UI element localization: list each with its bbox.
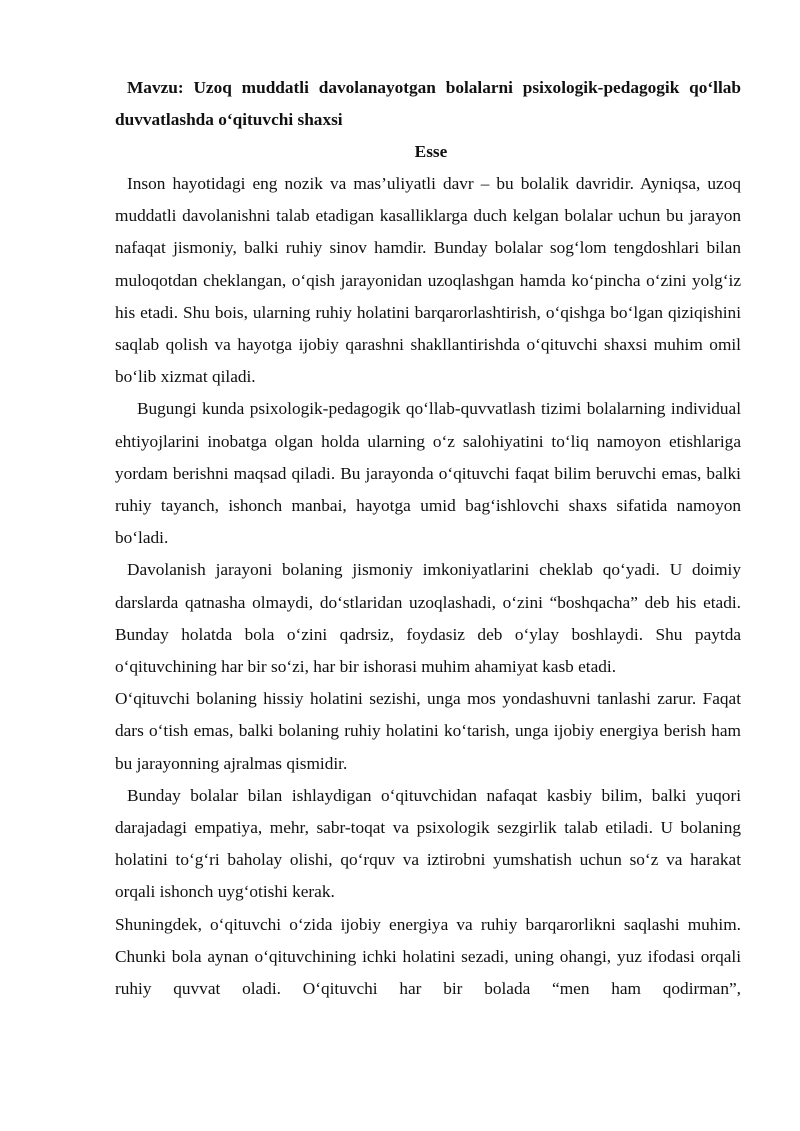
paragraph-6: Shuningdek, o‘qituvchi o‘zida ijobiy energiya va ruhiy barqarorlikni saqlashi muhim. Chunki bola aynan o‘qituvchining ichki holatini sezadi, uning ohangi, yuz ifodasi orqali ruhiy quvvat oladi. O‘qituvchi har bir bolada “men ham qodirman”,: [115, 914, 741, 999]
paragraph-4: O‘qituvchi bolaning hissiy holatini sezishi, unga mos yondashuvni tanlashi zarur. Faqat dars o‘tish emas, balki bolaning ruhiy holatini ko‘tarish, unga ijobiy energiya berish ham bu jarayonning ajralmas qismidir.: [115, 689, 741, 773]
document-subtitle: Esse: [414, 142, 448, 161]
paragraph-2: Bugungi kunda psixologik-pedagogik qo‘llab-quvvatlash tizimi bolalarning individual ehtiyojlarini inobatga olgan holda ularning o‘z salohiyatini to‘liq namoyon etishlariga yordam berishni maqsad qiladi. Bu jarayonda o‘qituvchi faqat bilim beruvchi emas, balki ruhiy tayanch, ishonch manbai, hayotga umid bag‘ishlovchi shaxs sifatida namoyon bo‘ladi.: [115, 399, 741, 548]
paragraph-3: Davolanish jarayoni bolaning jismoniy imkoniyatlarini cheklab qo‘yadi. U doimiy darslarda qatnasha olmaydi, do‘stlaridan uzoqlashadi, o‘zini “boshqacha” deb his etadi. Bunday holatda bola o‘zini qadrsiz, foydasiz deb o‘ylay boshlaydi. Shu paytda o‘qituvchining har bir so‘zi, har bir ishorasi muhim ahamiyat kasb etadi.: [115, 560, 741, 677]
document-body: [115, 72, 741, 1005]
document-title: Mavzu: Uzoq muddatli davolanayotgan bolalarni psixologik-pedagogik qo‘llab duvvatlashda o‘qituvchi shaxsi: [115, 78, 741, 129]
paragraph-5: Bunday bolalar bilan ishlaydigan o‘qituvchidan nafaqat kasbiy bilim, balki yuqori darajadagi empatiya, mehr, sabr-toqat va psixologik sezgirlik talab etiladi. U bolaning holatini to‘g‘ri baholay olishi, qo‘rquv va iztirobni yumshatish uchun so‘z va harakat orqali ishonch uyg‘otishi kerak.: [115, 785, 741, 902]
paragraph-1: Inson hayotidagi eng nozik va mas’uliyatli davr – bu bolalik davridir. Ayniqsa, uzoq muddatli davolanishni talab etadigan kasalliklarga duch kelgan bolalar uchun bu jarayon nafaqat jismoniy, balki ruhiy sinov hamdir. Bunday bolalar sog‘lom tengdoshlari bilan muloqotdan cheklangan, o‘qish jarayonidan uzoqlashgan hamda ko‘pincha o‘zini yolg‘iz his etadi. Shu bois, ularning ruhiy holatini barqarorlashtirish, o‘qishga bo‘lgan qiziqishini saqlab qolish va hayotga ijobiy qarashni shakllantirishda o‘qituvchi shaxsi muhim omil bo‘lib xizmat qiladi.: [115, 174, 741, 387]
